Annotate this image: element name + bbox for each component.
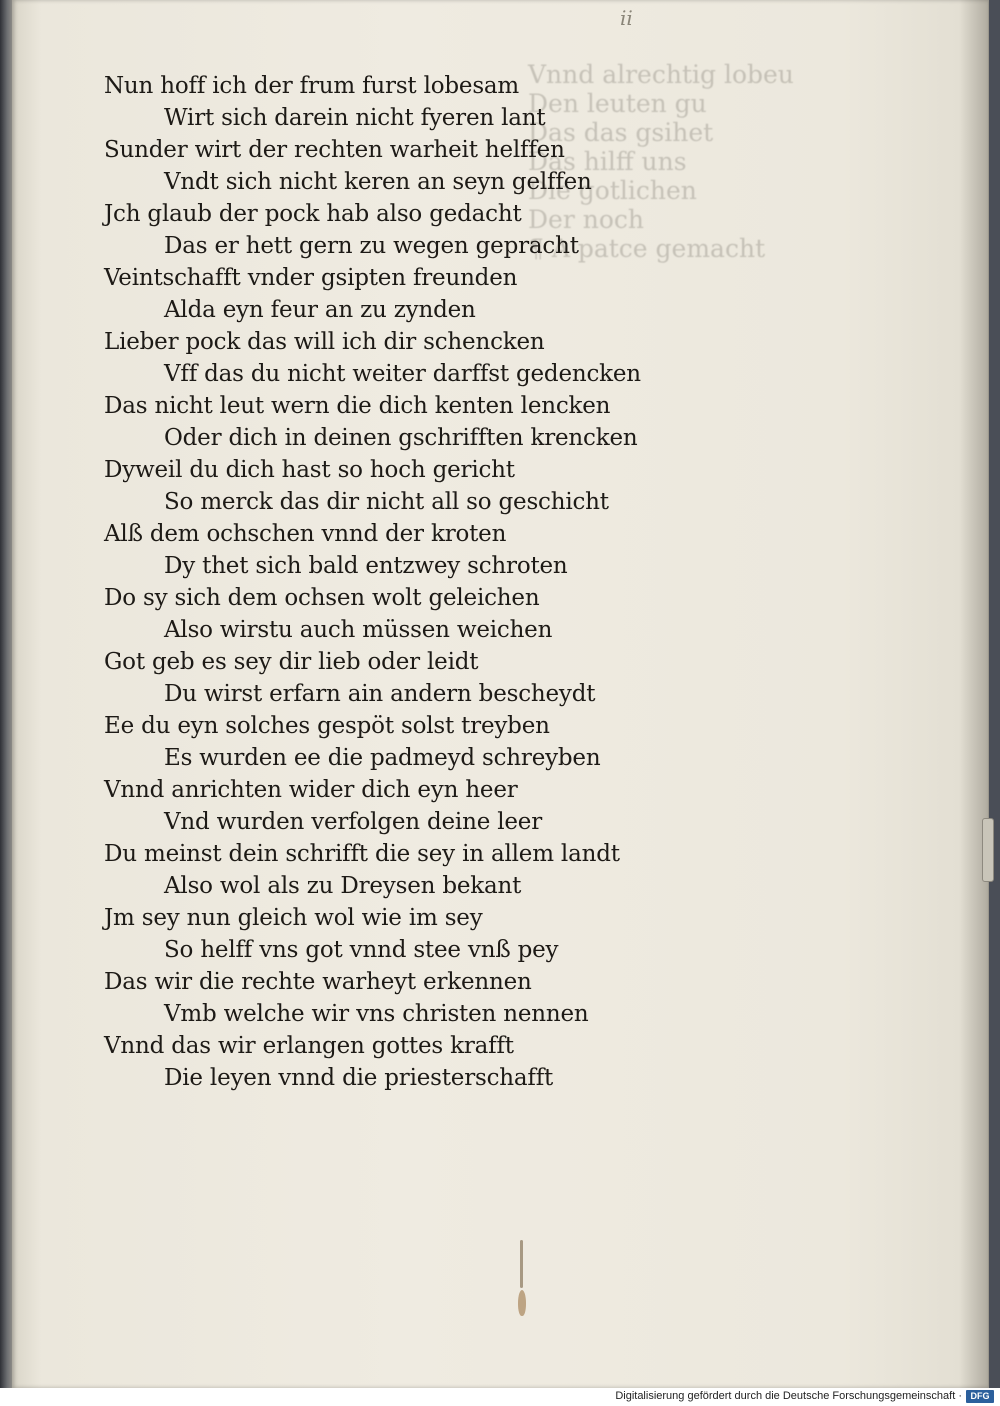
- verse-line: Got geb es sey dir lieb oder leidt: [104, 649, 479, 675]
- page-edge-tab: [982, 818, 994, 882]
- verse-line: Jch glaub der pock hab also gedacht: [104, 201, 522, 227]
- funding-credit: Digitalisierung gefördert durch die Deutsche Forschungsgemeinschaft ·: [615, 1390, 962, 1402]
- verse-line: Vmb welche wir vns christen nennen: [164, 1001, 589, 1027]
- verse-line: Vnnd anrichten wider dich eyn heer: [104, 777, 518, 803]
- verse-line: Die leyen vnnd die priesterschafft: [164, 1065, 554, 1091]
- verse-line: Es wurden ee die padmeyd schreyben: [164, 745, 601, 771]
- footer-bar: [0, 1388, 1000, 1406]
- show-through-line: Die gotlichen: [528, 176, 697, 205]
- verse-line: Alda eyn feur an zu zynden: [164, 297, 476, 323]
- verse-line: Oder dich in deinen gschrifften krencken: [164, 425, 638, 451]
- verse-line: Also wol als zu Dreysen bekant: [164, 873, 522, 899]
- verse-line: Alß dem ochschen vnnd der kroten: [104, 521, 507, 547]
- show-through-line: Den leuten gu: [528, 89, 707, 118]
- verse-line: Du meinst dein schrifft die sey in allem landt: [104, 841, 620, 867]
- verse-line: Vnnd das wir erlangen gottes krafft: [104, 1033, 514, 1059]
- verse-line: Nun hoff ich der frum furst lobesam: [104, 73, 520, 99]
- poem-text-block: [104, 70, 704, 1094]
- verse-line: So helff vns got vnnd stee vnß pey: [164, 937, 559, 963]
- show-through-line: Der noch: [528, 205, 644, 234]
- show-through-line: ¶ A patce gemacht: [528, 234, 766, 263]
- verse-line: Dy thet sich bald entzwey schroten: [164, 553, 568, 579]
- dfg-logo-icon: DFG: [966, 1390, 994, 1403]
- verse-line: Vnd wurden verfolgen deine leer: [164, 809, 542, 835]
- verse-line: Also wirstu auch müssen weichen: [164, 617, 553, 643]
- folio-mark: ii: [620, 6, 633, 30]
- verse-line: Das er hett gern zu wegen gepracht: [164, 233, 579, 259]
- paper-stain: [518, 1240, 526, 1320]
- verse-line: Du wirst erfarn ain andern bescheydt: [164, 681, 596, 707]
- verse-line: Vff das du nicht weiter darffst gedencken: [164, 361, 641, 387]
- show-through-line: Das das gsihet: [528, 118, 714, 147]
- verse-line: Ee du eyn solches gespöt solst treyben: [104, 713, 550, 739]
- verse-line: Das nicht leut wern die dich kenten lencken: [104, 393, 611, 419]
- verse-line: Wirt sich darein nicht fyeren lant: [164, 105, 546, 131]
- verse-line: Veintschafft vnder gsipten freunden: [104, 265, 518, 291]
- verse-line: Dyweil du dich hast so hoch gericht: [104, 457, 515, 483]
- verse-line: Do sy sich dem ochsen wolt geleichen: [104, 585, 540, 611]
- binding-edge: [0, 0, 12, 1388]
- verse-line: Lieber pock das will ich dir schencken: [104, 329, 545, 355]
- verse-line: Vndt sich nicht keren an seyn gelffen: [164, 169, 592, 195]
- show-through-line: Vnnd alrechtig lobeu: [528, 60, 794, 89]
- verse-line: So merck das dir nicht all so geschicht: [164, 489, 609, 515]
- show-through-line: Das hilff uns: [528, 147, 687, 176]
- verse-line: Jm sey nun gleich wol wie im sey: [104, 905, 483, 931]
- verse-line: Sunder wirt der rechten warheit helffen: [104, 137, 565, 163]
- verse-line: Das wir die rechte warheyt erkennen: [104, 969, 532, 995]
- page-edge-shade: [960, 0, 988, 1388]
